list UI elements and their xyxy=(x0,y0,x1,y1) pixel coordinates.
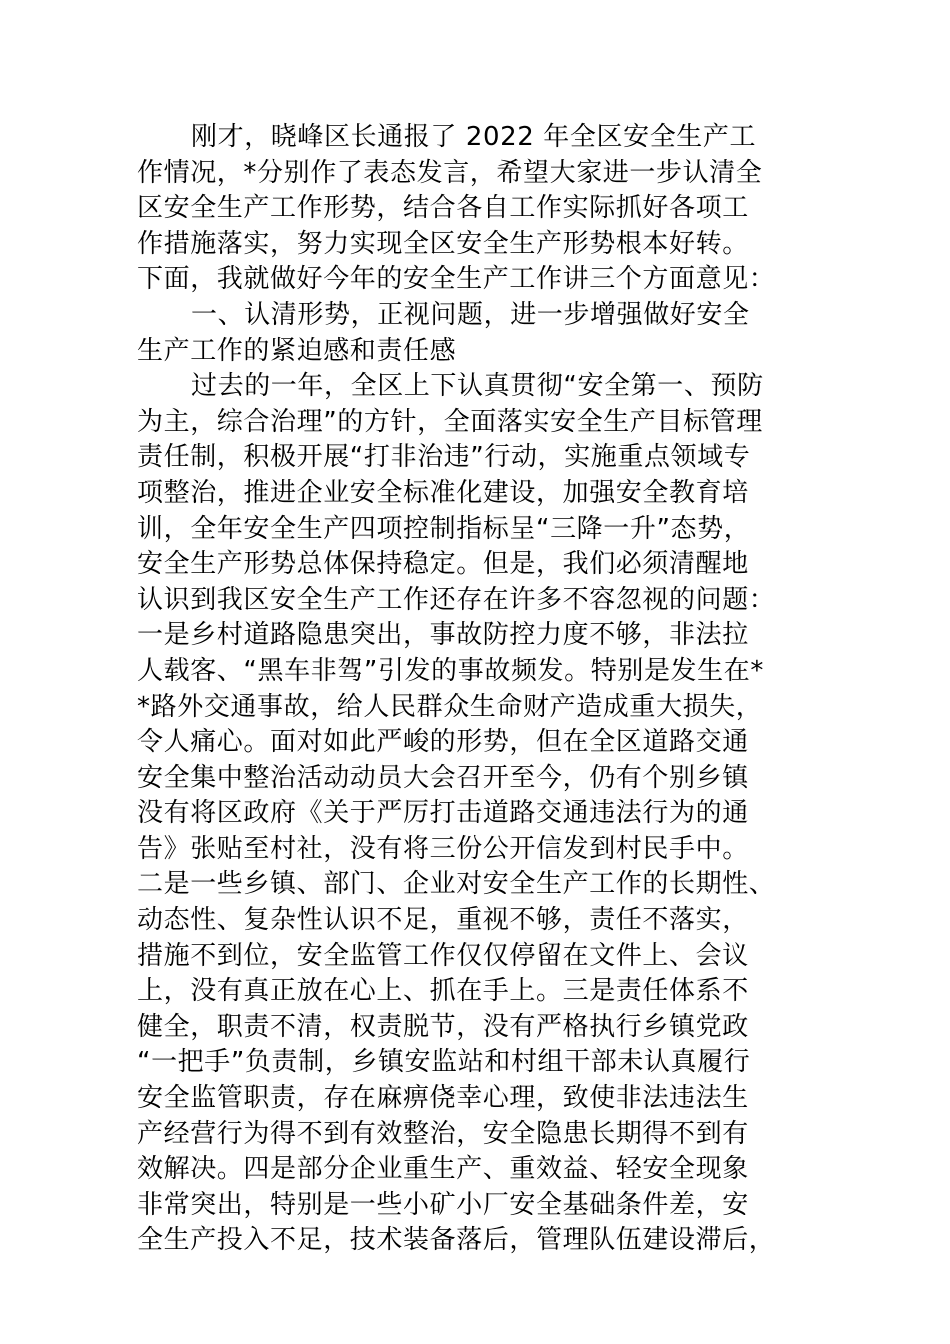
text-line: 措施不到位，安全监管工作仅仅停留在文件上、会议 xyxy=(137,940,749,971)
text-line: 下面，我就做好今年的安全生产工作讲三个方面意见： xyxy=(137,264,776,295)
text-line: 没有将区政府《关于严厉打击道路交通违法行为的通 xyxy=(137,798,749,829)
document-body xyxy=(137,120,827,1259)
text-line: 作措施落实，努力实现全区安全生产形势根本好转。 xyxy=(137,228,749,259)
text-line: 认识到我区安全生产工作还存在许多不容忽视的问题： xyxy=(137,584,776,615)
text-line: 上，没有真正放在心上、抓在手上。三是责任体系不 xyxy=(137,976,749,1007)
text-line: 过去的一年，全区上下认真贯彻“安全第一、预防 xyxy=(191,371,764,402)
text-line: 告》张贴至村社，没有将三份公开信发到村民手中。 xyxy=(137,833,749,864)
text-line: 全生产投入不足，技术装备落后，管理队伍建设滞后， xyxy=(137,1225,776,1256)
text-line: *路外交通事故，给人民群众生命财产造成重大损失， xyxy=(137,691,763,722)
text-line: 刚才，晓峰区长通报了 2022 年全区安全生产工 xyxy=(191,122,757,152)
text-line: 效解决。四是部分企业重生产、重效益、轻安全现象 xyxy=(137,1154,749,1185)
text-line: 为主，综合治理”的方针，全面落实安全生产目标管理 xyxy=(137,406,763,437)
text-line: 项整治，推进企业安全标准化建设，加强安全教育培 xyxy=(137,477,749,508)
text-line: 人载客、“黑车非驾”引发的事故频发。特别是发生在* xyxy=(137,655,764,686)
text-line: 安全集中整治活动动员大会召开至今，仍有个别乡镇 xyxy=(137,762,749,793)
text-line: 健全，职责不清，权责脱节，没有严格执行乡镇党政 xyxy=(137,1011,749,1042)
section-heading-line: 一、认清形势，正视问题，进一步增强做好安全 xyxy=(191,299,750,330)
text-line: 动态性、复杂性认识不足，重视不够，责任不落实， xyxy=(137,905,749,936)
text-line: 一是乡村道路隐患突出，事故防控力度不够，非法拉 xyxy=(137,620,749,651)
text-line: “一把手”负责制，乡镇安监站和村组干部未认真履行 xyxy=(137,1047,751,1078)
text-line: 作情况，*分别作了表态发言，希望大家进一步认清全 xyxy=(137,157,763,188)
text-line: 安全生产形势总体保持稳定。但是，我们必须清醒地 xyxy=(137,549,749,580)
text-line: 安全监管职责，存在麻痹侥幸心理，致使非法违法生 xyxy=(137,1083,749,1114)
text-line: 区安全生产工作形势，结合各自工作实际抓好各项工 xyxy=(137,193,749,224)
text-line: 二是一些乡镇、部门、企业对安全生产工作的长期性、 xyxy=(137,869,776,900)
section-heading-line: 生产工作的紧迫感和责任感 xyxy=(137,335,457,366)
text-line: 责任制，积极开展“打非治违”行动，实施重点领域专 xyxy=(137,442,751,473)
text-line: 非常突出，特别是一些小矿小厂安全基础条件差，安 xyxy=(137,1189,749,1220)
text-line: 令人痛心。面对如此严峻的形势，但在全区道路交通 xyxy=(137,727,749,758)
text-line: 产经营行为得不到有效整治，安全隐患长期得不到有 xyxy=(137,1118,749,1149)
text-line: 训，全年安全生产四项控制指标呈“三降一升”态势， xyxy=(137,513,751,544)
